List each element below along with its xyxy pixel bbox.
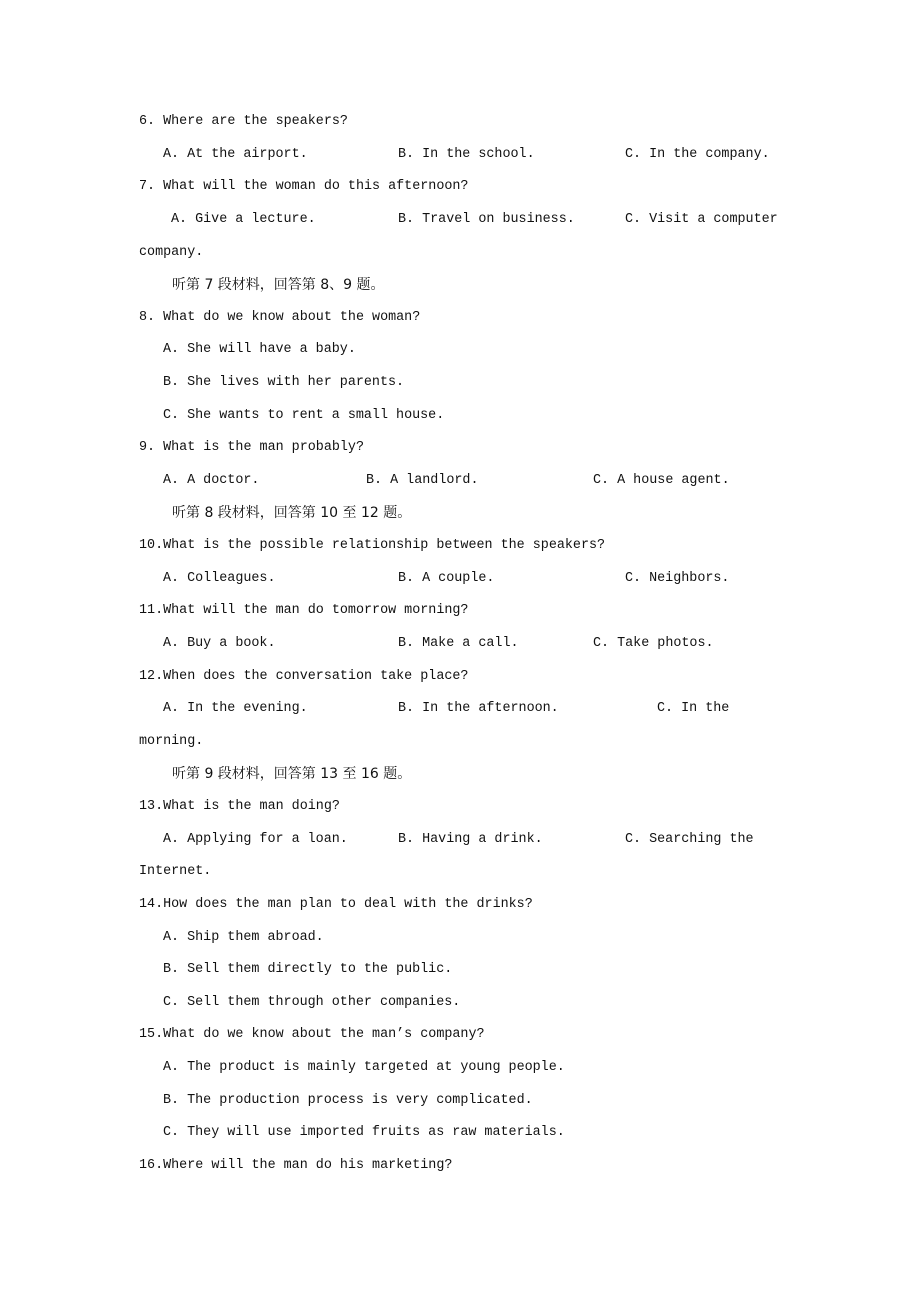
question-6-option-b: B. In the school. — [398, 147, 535, 162]
question-10-stem: 10.What is the possible relationship between the speakers? — [139, 538, 606, 553]
question-13-option-c: C. Searching the — [625, 832, 754, 847]
question-9-option-c: C. A house agent. — [593, 473, 730, 488]
question-10-option-a: A. Colleagues. — [163, 571, 276, 586]
question-13-option-b: B. Having a drink. — [398, 832, 543, 847]
question-6-stem: 6. Where are the speakers? — [139, 114, 348, 129]
question-14-option-c: C. Sell them through other companies. — [163, 995, 461, 1010]
question-14-option-a: A. Ship them abroad. — [163, 930, 324, 945]
question-13-stem: 13.What is the man doing? — [139, 799, 340, 814]
question-12-option-a: A. In the evening. — [163, 701, 308, 716]
question-12-option-c: C. In the — [657, 701, 730, 716]
question-10-option-b: B. A couple. — [398, 571, 495, 586]
question-12-option-c-continued: morning. — [139, 734, 204, 749]
question-7-stem: 7. What will the woman do this afternoon? — [139, 179, 469, 194]
question-6-option-c: C. In the company. — [625, 147, 770, 162]
question-9-stem: 9. What is the man probably? — [139, 440, 364, 455]
question-9-option-b: B. A landlord. — [366, 473, 479, 488]
question-6-option-a: A. At the airport. — [163, 147, 308, 162]
question-14-stem: 14.How does the man plan to deal with the drinks? — [139, 897, 533, 912]
question-7-option-a: A. Give a lecture. — [171, 212, 316, 227]
question-15-option-a: A. The product is mainly targeted at young people. — [163, 1060, 565, 1075]
question-11-option-a: A. Buy a book. — [163, 636, 276, 651]
question-15-option-c: C. They will use imported fruits as raw materials. — [163, 1125, 565, 1140]
question-12-stem: 12.When does the conversation take place? — [139, 669, 469, 684]
question-11-option-c: C. Take photos. — [593, 636, 714, 651]
question-12-option-b: B. In the afternoon. — [398, 701, 559, 716]
question-16-stem: 16.Where will the man do his marketing? — [139, 1158, 453, 1173]
question-11-option-b: B. Make a call. — [398, 636, 519, 651]
question-8-option-c: C. She wants to rent a small house. — [163, 408, 445, 423]
section-9-instruction: 听第 9 段材料，回答第 13 至 16 题。 — [172, 766, 412, 782]
question-8-stem: 8. What do we know about the woman? — [139, 310, 421, 325]
question-8-option-b: B. She lives with her parents. — [163, 375, 405, 390]
question-15-stem: 15.What do we know about the man’s company? — [139, 1027, 485, 1042]
question-7-option-c: C. Visit a computer — [625, 212, 778, 227]
section-8-instruction: 听第 8 段材料，回答第 10 至 12 题。 — [172, 505, 412, 521]
question-13-option-c-continued: Internet. — [139, 864, 212, 879]
question-15-option-b: B. The production process is very complicated. — [163, 1093, 533, 1108]
question-13-option-a: A. Applying for a loan. — [163, 832, 348, 847]
question-8-option-a: A. She will have a baby. — [163, 342, 356, 357]
question-7-option-c-continued: company. — [139, 245, 204, 260]
question-7-option-b: B. Travel on business. — [398, 212, 575, 227]
question-9-option-a: A. A doctor. — [163, 473, 260, 488]
question-11-stem: 11.What will the man do tomorrow morning? — [139, 603, 469, 618]
question-14-option-b: B. Sell them directly to the public. — [163, 962, 453, 977]
question-10-option-c: C. Neighbors. — [625, 571, 730, 586]
section-7-instruction: 听第 7 段材料，回答第 8、9 题。 — [172, 277, 385, 293]
